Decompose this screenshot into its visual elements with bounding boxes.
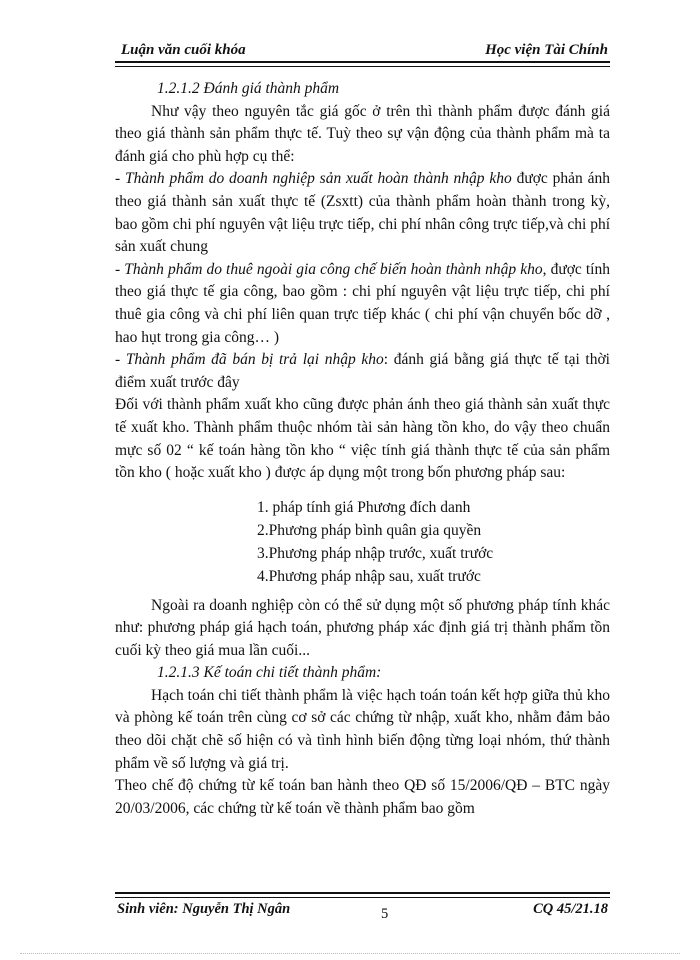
header-institution: Học viện Tài Chính bbox=[485, 42, 608, 58]
bullet-returned-goods bbox=[115, 349, 610, 394]
bullet-produced-goods bbox=[115, 168, 610, 258]
method-list bbox=[115, 496, 610, 589]
method-item: 1. pháp tính giá Phương đích danh bbox=[257, 498, 471, 516]
header-thesis-title: Luận văn cuối khóa bbox=[121, 42, 246, 58]
paragraph-documents-regime: Theo chế độ chứng từ kế toán ban hành theo QĐ số 15/2006/QĐ – BTC ngày 20/03/2006, các chứng từ kế toán về thành phẩm bao gồm bbox=[115, 777, 610, 817]
footer-rule-thin bbox=[115, 897, 610, 898]
bullet-outsourced-goods bbox=[115, 259, 610, 349]
bullet-lead: - Thành phẩm do doanh nghiệp sản xuất hoàn thành nhập kho bbox=[115, 170, 512, 188]
bullet-lead: - Thành phẩm do thuê ngoài gia công chế biến hoàn thành nhập kho bbox=[115, 260, 543, 278]
footer-rule-thick bbox=[115, 892, 610, 894]
paragraph-detail-accounting: Hạch toán chi tiết thành phẩm là việc hạch toán toán kết hợp giữa thủ kho và phòng kế toán trên cùng cơ sở các chứng từ nhập, xuất kho, nhằm đảm bảo theo dõi chặt chẽ số hiện có và tình hình biến động từng loại nhóm, thứ thành phẩm về số lượng và giá trị. bbox=[115, 686, 610, 772]
method-item: 3.Phương pháp nhập trước, xuất trước bbox=[257, 545, 494, 563]
header-rule-thick bbox=[115, 61, 610, 63]
paragraph-valuation-principle: Như vậy theo nguyên tắc giá gốc ở trên thì thành phẩm được đánh giá theo giá thành sản phẩm thực tế. Tuỳ theo sự vận động của thành phẩm mà ta đánh giá cho phù hợp cụ thể: bbox=[115, 102, 610, 165]
bullet-text: , được tính theo giá thực tế gia công, bao gồm : chi phí nguyên vật liệu trực tiếp, chi phí thuê gia công và chi phí liên quan trực tiếp khác ( chi phí vận chuyển bốc dỡ , hao hụt trong gia công… ) bbox=[115, 260, 610, 346]
bullet-text: : đánh giá bằng giá thực tế tại thời điểm xuất trước đây bbox=[115, 351, 610, 391]
paragraph-other-methods: Ngoài ra doanh nghiệp còn có thể sử dụng một số phương pháp tính khác như: phương pháp giá hạch toán, phương pháp xác định giá trị thành phẩm tồn cuối kỳ theo giá mua lần cuối... bbox=[115, 596, 610, 659]
page-footer bbox=[115, 892, 610, 932]
paragraph-outgoing-goods: Đối với thành phẩm xuất kho cũng được phản ánh theo giá thành sản xuất thực tế xuất kho. Thành phẩm thuộc nhóm tài sản hàng tồn kho, do vậy theo chuẩn mực số 02 “ kế toán hàng tồn kho “ việc tính giá thành thực tế của sản phẩm tồn kho ( hoặc xuất kho ) được áp dụng một trong bốn phương pháp sau: bbox=[115, 396, 610, 482]
page-number: 5 bbox=[381, 906, 389, 922]
section-heading-1-2-1-3: 1.2.1.3 Kế toán chi tiết thành phẩm: bbox=[157, 664, 382, 682]
method-item: 4.Phương pháp nhập sau, xuất trước bbox=[257, 568, 481, 586]
bullet-lead: - Thành phẩm đã bán bị trả lại nhập kho bbox=[115, 351, 384, 369]
page-header bbox=[115, 40, 610, 66]
footer-class-code: CQ 45/21.18 bbox=[533, 901, 608, 917]
method-item: 2.Phương pháp bình quân gia quyền bbox=[257, 521, 482, 539]
page-edge-divider bbox=[20, 953, 680, 954]
footer-student-name: Sinh viên: Nguyễn Thị Ngân bbox=[117, 901, 291, 917]
bullet-text: được phản ánh theo giá thành sản xuất thực tế (Zsxtt) của thành phẩm hoàn thành trong kỳ, bao gồm chi phí nguyên vật liệu trực tiếp, chi phí nhân công trực tiếp,và chi phí sản xuất chung bbox=[115, 170, 610, 256]
page-body bbox=[115, 78, 610, 820]
section-heading-1-2-1-2: 1.2.1.2 Đánh giá thành phẩm bbox=[157, 80, 340, 97]
header-rule-thin bbox=[115, 66, 610, 67]
